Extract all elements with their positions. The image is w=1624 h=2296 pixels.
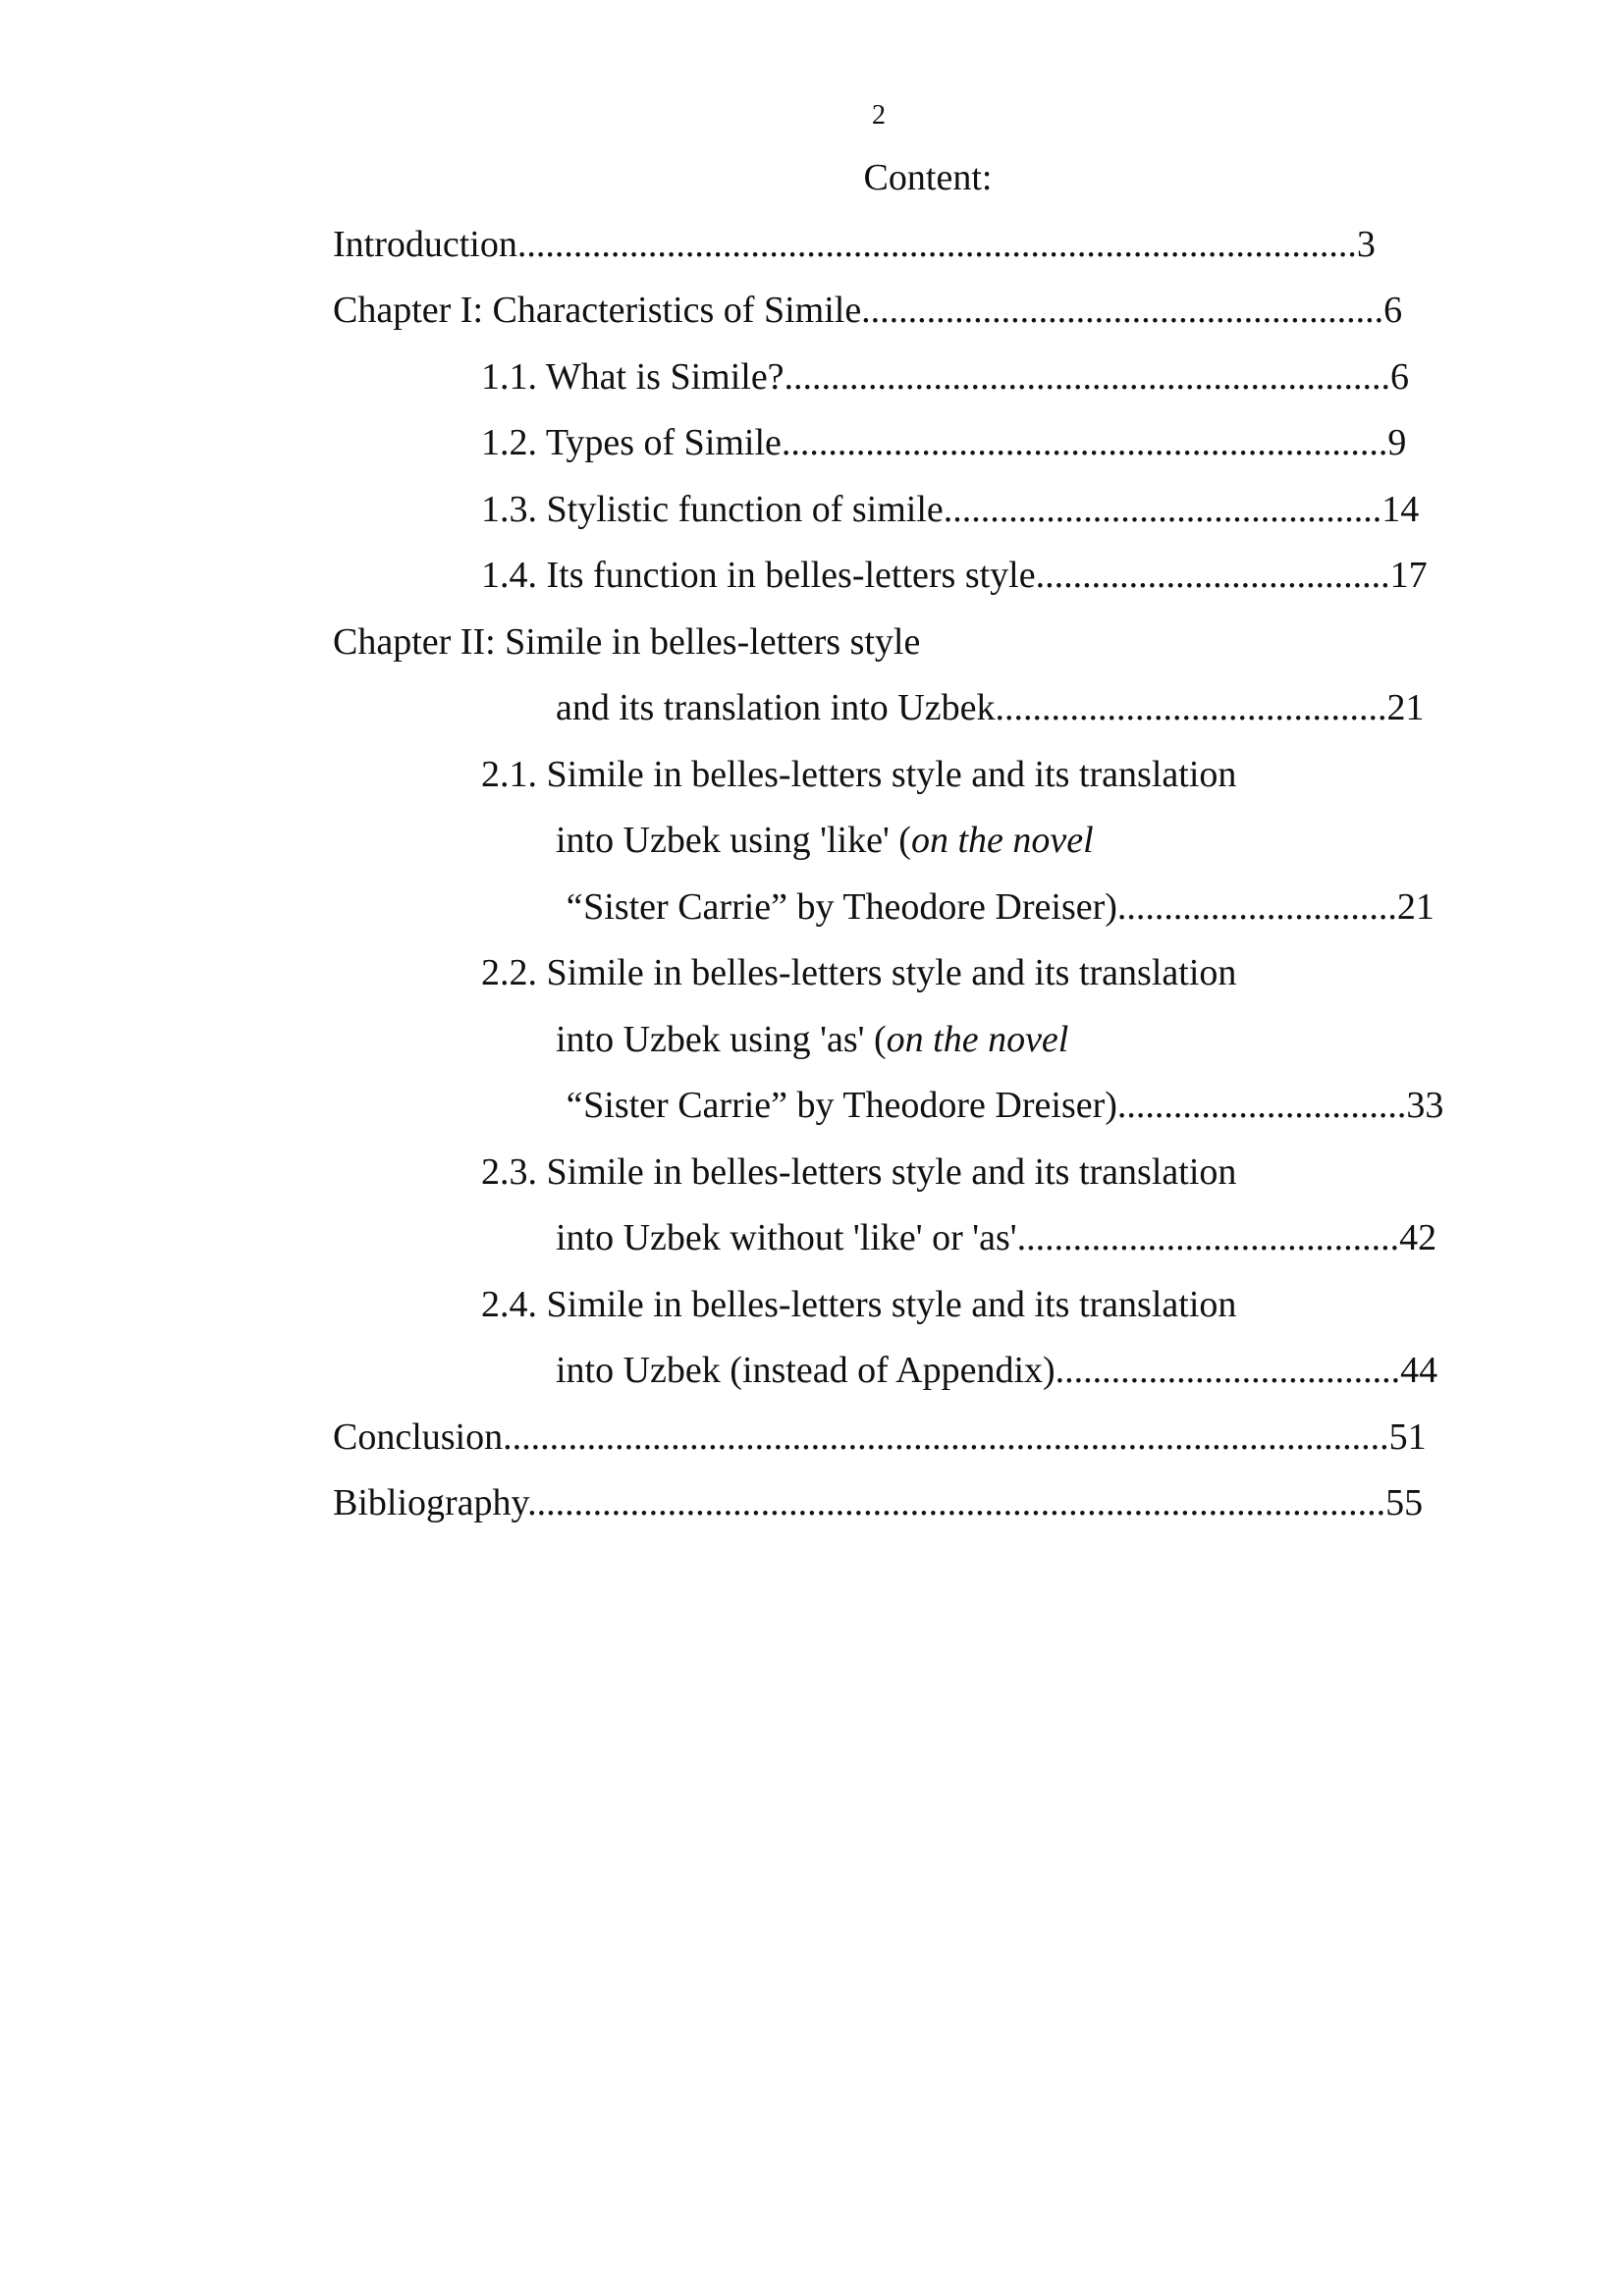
- toc-entry-1-4: 1.4. Its function in belles-letters style......................................17: [481, 555, 1428, 596]
- toc-entry-2-1: 2.1. Simile in belles-letters style and its translation: [481, 754, 1237, 795]
- toc-entry-chapter-2: Chapter II: Simile in belles-letters style: [333, 621, 921, 663]
- toc-entry-chapter-1: Chapter I: Characteristics of Simile........................................................6: [333, 290, 1403, 331]
- toc-entry-2-2-cont2: [563, 1082, 1443, 1129]
- toc-entry-1-3: 1.3. Stylistic function of simile...............................................14: [481, 489, 1420, 530]
- toc-entry-introduction: Introduction..........................................................................................3: [333, 224, 1376, 265]
- toc-entry-chapter-2-cont: and its translation into Uzbek..........................................21: [556, 687, 1425, 728]
- toc-entry-1-2: 1.2. Types of Simile.................................................................9: [481, 422, 1407, 463]
- toc-entry-2-2: 2.2. Simile in belles-letters style and its translation: [481, 952, 1237, 993]
- toc-entry-2-4-cont: into Uzbek (instead of Appendix).....................................44: [556, 1350, 1438, 1391]
- toc-text-italic: “: [563, 1085, 584, 1126]
- toc-text-italic: “: [563, 886, 584, 928]
- toc-title: Content:: [863, 157, 993, 198]
- toc-entry-2-3-cont: into Uzbek without 'like' or 'as'.........................................42: [556, 1217, 1437, 1258]
- toc-entry-2-1-cont: [556, 817, 1094, 864]
- toc-entry-2-2-cont: [556, 1016, 1068, 1063]
- toc-entry-conclusion: Conclusion...............................................................................................51: [333, 1416, 1427, 1458]
- toc-text: Sister Carrie” by Theodore Dreiser)..............................21: [583, 886, 1435, 928]
- page-number: 2: [872, 100, 886, 131]
- toc-text-italic: on the novel: [910, 820, 1094, 861]
- toc-text: into Uzbek using 'like' (: [556, 820, 911, 861]
- toc-text: Sister Carrie” by Theodore Dreiser)...............................33: [583, 1085, 1444, 1126]
- toc-entry-2-1-cont2: [563, 883, 1435, 931]
- toc-entry-bibliography: Bibliography............................................................................................55: [333, 1482, 1424, 1523]
- toc-entry-1-1: 1.1. What is Simile?.................................................................6: [481, 356, 1410, 398]
- toc-entry-2-4: 2.4. Simile in belles-letters style and its translation: [481, 1284, 1237, 1325]
- toc-text-italic: on the novel: [886, 1019, 1069, 1060]
- toc-entry-2-3: 2.3. Simile in belles-letters style and its translation: [481, 1151, 1237, 1193]
- toc-text: into Uzbek using 'as' (: [556, 1019, 887, 1060]
